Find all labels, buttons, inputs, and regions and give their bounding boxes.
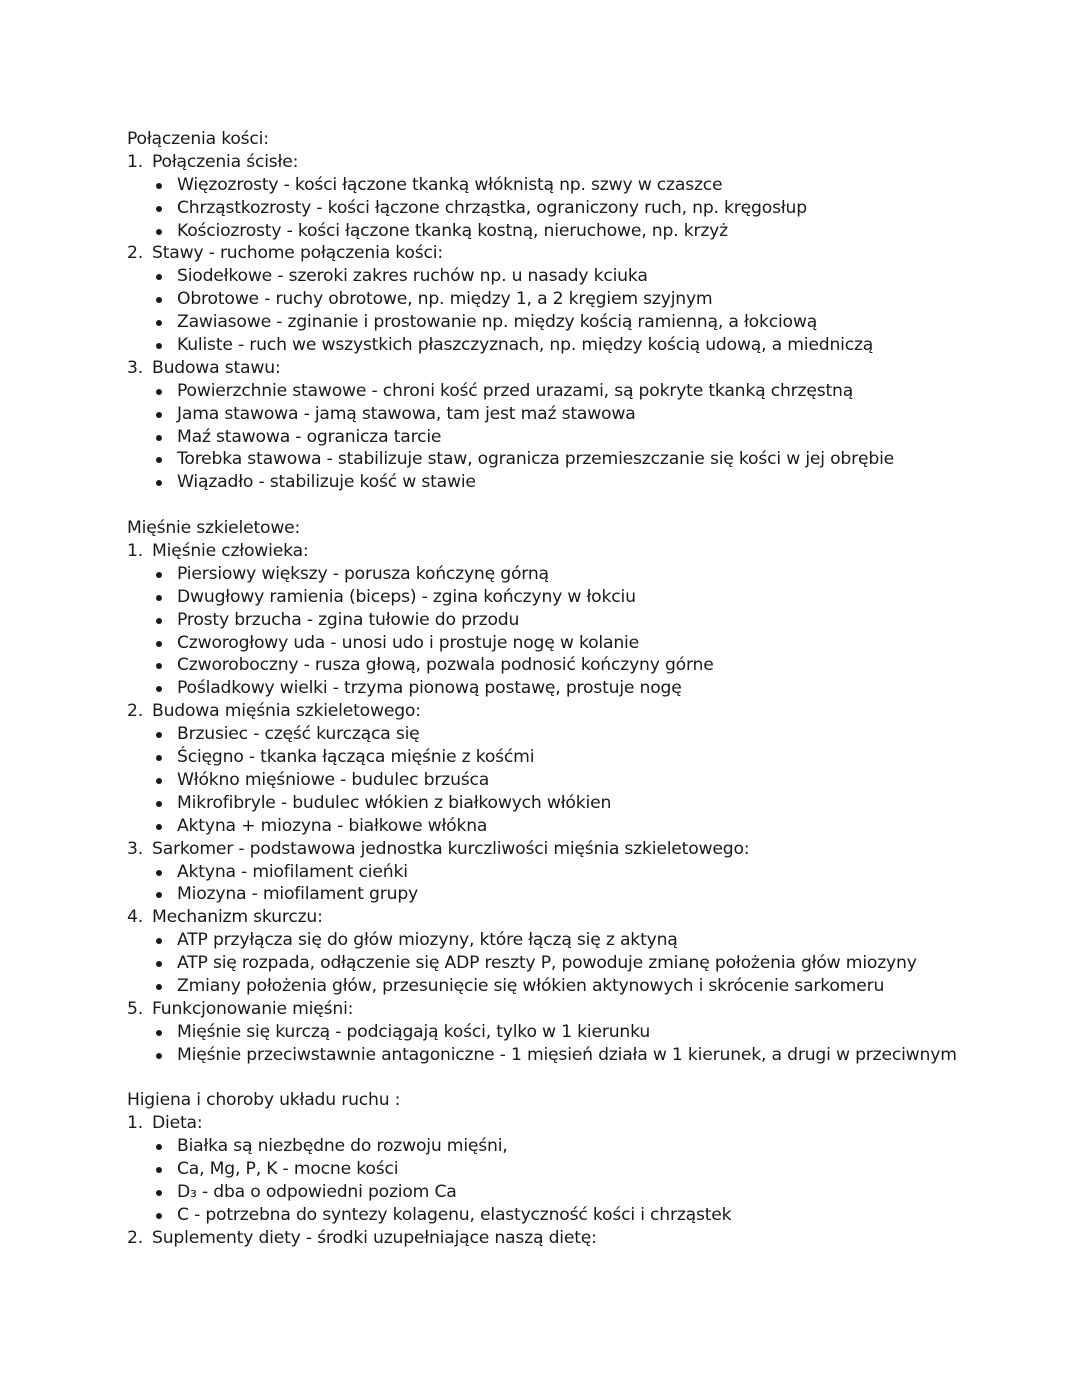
bullet-item: Wiązadło - stabilizuje kość w stawie xyxy=(127,471,1057,494)
numbered-item xyxy=(127,151,1057,243)
item-label: Dieta: xyxy=(152,1113,203,1134)
item-label: Budowa stawu: xyxy=(152,357,281,378)
item-number: 3. xyxy=(127,357,143,378)
bullet-list xyxy=(127,861,1057,907)
bullet-list xyxy=(127,174,1057,243)
bullet-item: Włókno mięśniowe - budulec brzuśca xyxy=(127,769,1057,792)
bullet-icon xyxy=(156,686,162,692)
bullet-icon xyxy=(156,641,162,647)
item-number: 1. xyxy=(127,1113,143,1134)
bullet-icon xyxy=(156,480,162,486)
bullet-item: Dwugłowy ramienia (biceps) - zgina kończyny w łokciu xyxy=(127,586,1057,609)
bullet-list xyxy=(127,1135,1057,1227)
bullet-list xyxy=(127,723,1057,837)
bullet-list xyxy=(127,265,1057,357)
bullet-list xyxy=(127,1021,1057,1067)
bullet-item: Czworoboczny - rusza głową, pozwala podnosić kończyny górne xyxy=(127,654,1057,677)
numbered-item xyxy=(127,357,1057,494)
bullet-icon xyxy=(156,435,162,441)
bullet-icon xyxy=(156,778,162,784)
bullet-icon xyxy=(156,892,162,898)
bullet-item: Więzozrosty - kości łączone tkanką włóknistą np. szwy w czaszce xyxy=(127,174,1057,197)
bullet-item: Pośladkowy wielki - trzyma pionową postawę, prostuje nogę xyxy=(127,677,1057,700)
item-number: 4. xyxy=(127,907,143,928)
numbered-item xyxy=(127,906,1057,998)
bullet-list xyxy=(127,563,1057,700)
item-label: Sarkomer - podstawowa jednostka kurczliwości mięśnia szkieletowego: xyxy=(152,838,750,859)
numbered-item xyxy=(127,540,1057,700)
bullet-icon xyxy=(156,961,162,967)
bullet-icon xyxy=(156,183,162,189)
section-bone-joints xyxy=(127,128,1057,494)
bullet-item: Zawiasowe - zginanie i prostowanie np. między kością ramienną, a łokciową xyxy=(127,311,1057,334)
item-label: Mechanizm skurczu: xyxy=(152,907,323,928)
bullet-item: Miozyna - miofilament grupy xyxy=(127,883,1057,906)
bullet-icon xyxy=(156,297,162,303)
bullet-icon xyxy=(156,1030,162,1036)
bullet-item: Powierzchnie stawowe - chroni kość przed urazami, są pokryte tkanką chrzęstną xyxy=(127,380,1057,403)
bullet-item: Torebka stawowa - stabilizuje staw, ogranicza przemieszczanie się kości w jej obrębie xyxy=(127,448,1057,471)
bullet-icon xyxy=(156,412,162,418)
bullet-item: Białka są niezbędne do rozwoju mięśni, xyxy=(127,1135,1057,1158)
bullet-item: ATP przyłącza się do głów miozyny, które łączą się z aktyną xyxy=(127,929,1057,952)
bullet-item: Brzusiec - część kurcząca się xyxy=(127,723,1057,746)
document xyxy=(127,128,1057,1250)
bullet-item: Siodełkowe - szeroki zakres ruchów np. u nasady kciuka xyxy=(127,265,1057,288)
bullet-icon xyxy=(156,1053,162,1059)
item-number: 2. xyxy=(127,701,143,722)
section-heading: Połączenia kości: xyxy=(127,129,269,149)
bullet-item: Chrząstkozrosty - kości łączone chrząstka, ograniczony ruch, np. kręgosłup xyxy=(127,197,1057,220)
bullet-icon xyxy=(156,1167,162,1173)
bullet-icon xyxy=(156,663,162,669)
bullet-icon xyxy=(156,595,162,601)
item-number: 1. xyxy=(127,151,143,172)
bullet-icon xyxy=(156,343,162,349)
bullet-icon xyxy=(156,320,162,326)
bullet-icon xyxy=(156,229,162,235)
numbered-item xyxy=(127,1112,1057,1226)
bullet-item: ATP się rozpada, odłączenie się ADP reszty P, powoduje zmianę położenia głów miozyny xyxy=(127,952,1057,975)
bullet-item: Obrotowe - ruchy obrotowe, np. między 1, a 2 kręgiem szyjnym xyxy=(127,288,1057,311)
bullet-icon xyxy=(156,984,162,990)
bullet-item: Aktyna + miozyna - białkowe włókna xyxy=(127,815,1057,838)
bullet-icon xyxy=(156,824,162,830)
bullet-item: C - potrzebna do syntezy kolagenu, elastyczność kości i chrząstek xyxy=(127,1204,1057,1227)
item-number: 2. xyxy=(127,1227,143,1248)
bullet-icon xyxy=(156,755,162,761)
item-label: Stawy - ruchome połączenia kości: xyxy=(152,243,443,264)
bullet-icon xyxy=(156,457,162,463)
bullet-item: Mikrofibryle - budulec włókien z białkowych włókien xyxy=(127,792,1057,815)
bullet-icon xyxy=(156,389,162,395)
bullet-item: Kościozrosty - kości łączone tkanką kostną, nieruchowe, np. krzyż xyxy=(127,220,1057,243)
bullet-item: D₃ - dba o odpowiedni poziom Ca xyxy=(127,1181,1057,1204)
bullet-item: Ca, Mg, P, K - mocne kości xyxy=(127,1158,1057,1181)
bullet-item: Mięśnie się kurczą - podciągają kości, tylko w 1 kierunku xyxy=(127,1021,1057,1044)
bullet-item: Ścięgno - tkanka łącząca mięśnie z kośćmi xyxy=(127,746,1057,769)
bullet-item: Piersiowy większy - porusza kończynę górną xyxy=(127,563,1057,586)
item-number: 3. xyxy=(127,838,143,859)
bullet-icon xyxy=(156,1213,162,1219)
bullet-icon xyxy=(156,618,162,624)
item-number: 1. xyxy=(127,541,143,562)
item-number: 2. xyxy=(127,243,143,264)
numbered-item xyxy=(127,700,1057,837)
bullet-icon xyxy=(156,1144,162,1150)
bullet-item: Maź stawowa - ogranicza tarcie xyxy=(127,426,1057,449)
bullet-icon xyxy=(156,572,162,578)
bullet-icon xyxy=(156,274,162,280)
bullet-icon xyxy=(156,732,162,738)
numbered-item xyxy=(127,998,1057,1067)
item-number: 5. xyxy=(127,998,143,1019)
item-label: Mięśnie człowieka: xyxy=(152,541,309,562)
section-heading: Mięśnie szkieletowe: xyxy=(127,518,301,539)
bullet-item: Jama stawowa - jamą stawowa, tam jest maź stawowa xyxy=(127,403,1057,426)
bullet-item: Prosty brzucha - zgina tułowie do przodu xyxy=(127,609,1057,632)
bullet-icon xyxy=(156,206,162,212)
bullet-icon xyxy=(156,938,162,944)
bullet-icon xyxy=(156,801,162,807)
item-label: Funkcjonowanie mięśni: xyxy=(152,998,354,1019)
bullet-item: Czworogłowy uda - unosi udo i prostuje nogę w kolanie xyxy=(127,632,1057,655)
bullet-list xyxy=(127,380,1057,494)
section-hygiene-diseases xyxy=(127,1089,1057,1249)
numbered-item xyxy=(127,1227,1057,1250)
section-heading: Higiena i choroby układu ruchu : xyxy=(127,1090,401,1111)
bullet-list xyxy=(127,929,1057,998)
item-label: Suplementy diety - środki uzupełniające naszą dietę: xyxy=(152,1227,597,1248)
numbered-item xyxy=(127,242,1057,356)
bullet-icon xyxy=(156,870,162,876)
bullet-icon xyxy=(156,1190,162,1196)
bullet-item: Mięśnie przeciwstawnie antagoniczne - 1 mięsień działa w 1 kierunek, a drugi w przeciwnym xyxy=(127,1044,1057,1067)
numbered-item xyxy=(127,838,1057,907)
bullet-item: Kuliste - ruch we wszystkich płaszczyznach, np. między kością udową, a miedniczą xyxy=(127,334,1057,357)
bullet-item: Zmiany położenia głów, przesunięcie się włókien aktynowych i skrócenie sarkomeru xyxy=(127,975,1057,998)
bullet-item: Aktyna - miofilament cieńki xyxy=(127,861,1057,884)
section-skeletal-muscles xyxy=(127,517,1057,1066)
item-label: Budowa mięśnia szkieletowego: xyxy=(152,701,421,722)
item-label: Połączenia ścisłe: xyxy=(152,151,299,172)
